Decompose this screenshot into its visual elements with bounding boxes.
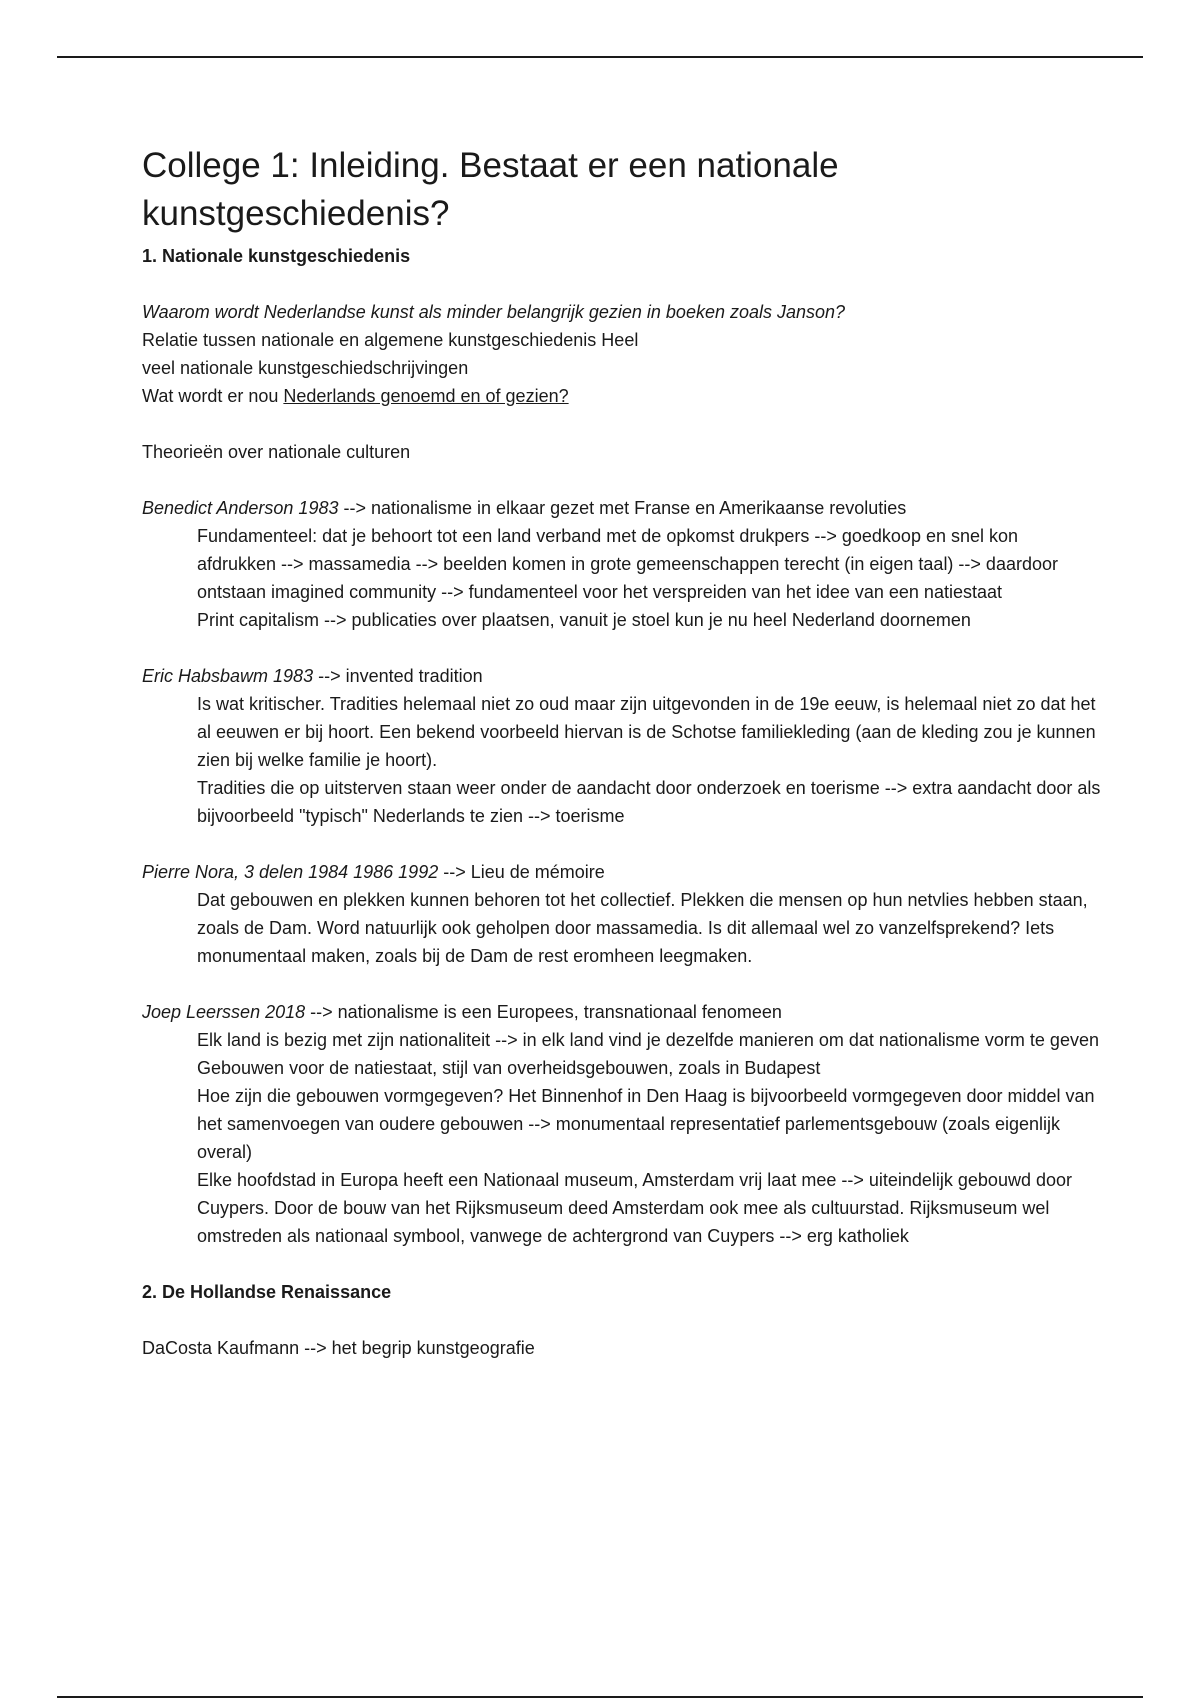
section-2-line-1: DaCosta Kaufmann --> het begrip kunstgeografie [142, 1338, 535, 1358]
bottom-rule [57, 1696, 1143, 1698]
nora-topic: --> Lieu de mémoire [438, 862, 605, 882]
section-2-heading: 2. De Hollandse Renaissance [142, 1282, 392, 1302]
document-body [142, 142, 1102, 1362]
theories-heading: Theorieën over nationale culturen [142, 442, 411, 462]
hobsbawm-notes [142, 690, 1102, 830]
leerssen-topic: --> nationalisme is een Europees, transnationaal fenomeen [305, 1002, 782, 1022]
anderson-notes [142, 522, 1102, 634]
anderson-para-2: Print capitalism --> publicaties over plaatsen, vanuit je stoel kun je nu heel Nederland doornemen [197, 610, 971, 630]
leerssen-para-1: Elk land is bezig met zijn nationaliteit --> in elk land vind je dezelfde manieren om dat nationalisme vorm te geven [197, 1030, 1099, 1050]
page-title: College 1: Inleiding. Bestaat er een nationale kunstgeschiedenis? [142, 146, 839, 233]
leerssen-entry [142, 998, 1102, 1026]
nora-para-1: Dat gebouwen en plekken kunnen behoren tot het collectief. Plekken die mensen op hun netvlies hebben staan, zoals de Dam. Word natuurlijk ook geholpen door massamedia. Is dit allemaal wel zo vanzelfsprekend? Iets monumentaal maken, zoals bij de Dam de rest eromheen leegmaken. [197, 890, 1088, 966]
anderson-topic: --> nationalisme in elkaar gezet met Franse en Amerikaanse revoluties [338, 498, 907, 518]
intro-line-1: Relatie tussen nationale en algemene kunstgeschiedenis Heel [142, 330, 639, 350]
anderson-para-1: Fundamenteel: dat je behoort tot een land verband met de opkomst drukpers --> goedkoop en snel kon afdrukken --> massamedia --> beelden komen in grote gemeenschappen terecht (in eigen taal) --> daardoor ontstaan imagined community --> fundamenteel voor het verspreiden van het idee van een natiestaat [197, 526, 1058, 602]
hobsbawm-para-1: Is wat kritischer. Tradities helemaal niet zo oud maar zijn uitgevonden in de 19e eeuw, is helemaal niet zo dat het al eeuwen er bij hoort. Een bekend voorbeeld hiervan is de Schotse familiekleding (aan de kleding zou je kunnen zien bij welke familie je hoort). [197, 694, 1096, 770]
hobsbawm-topic: --> invented tradition [313, 666, 483, 686]
hobsbawm-author: Eric Habsbawm 1983 [142, 666, 314, 686]
nora-author: Pierre Nora, 3 delen 1984 1986 1992 [142, 862, 439, 882]
intro-line-2: veel nationale kunstgeschiedschrijvingen [142, 358, 469, 378]
nora-entry [142, 858, 1102, 886]
leerssen-para-3: Hoe zijn die gebouwen vormgegeven? Het Binnenhof in Den Haag is bijvoorbeeld vormgegeven door middel van het samenvoegen van oudere gebouwen --> monumentaal representatief parlementsgebouw (zoals eigenlijk overal) [197, 1086, 1095, 1162]
anderson-entry [142, 494, 1102, 522]
intro-line-3-prefix: Wat wordt er nou [142, 386, 284, 406]
section-1-heading: 1. Nationale kunstgeschiedenis [142, 246, 411, 266]
leerssen-para-4: Elke hoofdstad in Europa heeft een Nationaal museum, Amsterdam vrij laat mee --> uiteindelijk gebouwd door Cuypers. Door de bouw van het Rijksmuseum deed Amsterdam ook mee als cultuurstad. Rijksmuseum wel omstreden als nationaal symbool, vanwege de achtergrond van Cuypers --> erg katholiek [197, 1170, 1072, 1246]
leerssen-author: Joep Leerssen 2018 [142, 1002, 306, 1022]
anderson-author: Benedict Anderson 1983 [142, 498, 339, 518]
intro-line-3 [142, 382, 1102, 410]
nora-notes [142, 886, 1102, 970]
top-rule [57, 56, 1143, 58]
hobsbawm-entry [142, 662, 1102, 690]
intro-question: Waarom wordt Nederlandse kunst als minder belangrijk gezien in boeken zoals Janson? [142, 302, 846, 322]
hobsbawm-para-2: Tradities die op uitsterven staan weer onder de aandacht door onderzoek en toerisme --> extra aandacht door als bijvoorbeeld "typisch" Nederlands te zien --> toerisme [197, 778, 1101, 826]
leerssen-notes [142, 1026, 1102, 1250]
leerssen-para-2: Gebouwen voor de natiestaat, stijl van overheidsgebouwen, zoals in Budapest [197, 1058, 821, 1078]
intro-line-3-underlined: Nederlands genoemd en of gezien? [283, 386, 569, 406]
